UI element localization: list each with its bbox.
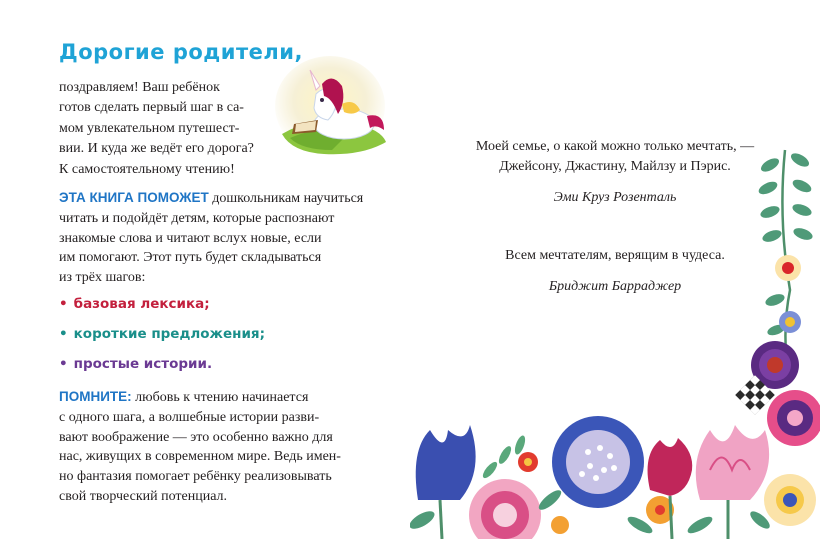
step-item: • простые истории. — [59, 356, 213, 372]
intro-line: готов сделать первый шаг в са- — [59, 100, 244, 116]
remember-line: любовь к чтению начинается — [135, 390, 309, 405]
intro-line: мом увлекательном путешест- — [59, 120, 240, 136]
intro-line: вии. И куда же ведёт его дорога? — [59, 141, 254, 157]
remember-paragraph — [59, 387, 359, 507]
dedication-line: Моей семье, о какой можно только мечтать, — — [475, 139, 755, 154]
remember-lead: ПОМНИТЕ: — [59, 389, 132, 404]
signature-1: Эми Круз Розенталь — [553, 190, 677, 205]
dedication-line: Джейсону, Джастину, Майлзу и Пэрис. — [499, 159, 731, 174]
signature-2: Бриджит Барраджер — [548, 279, 682, 294]
page-title: Дорогие родители, — [59, 40, 303, 64]
step-text: базовая лексика; — [73, 296, 210, 312]
remember-line: но фантазия помогает ребёнку реализовывать — [59, 469, 332, 485]
remember-line: нас, живущих в современном мире. Ведь имен- — [59, 449, 341, 465]
step-text: простые истории. — [73, 356, 213, 372]
remember-line: свой творческий потенциал. — [59, 488, 228, 504]
step-item: • короткие предложения; — [59, 326, 265, 342]
remember-line: вают воображение — это особенно важно для — [59, 429, 333, 445]
book-line: читать и подойдёт детям, которые распознают — [59, 210, 335, 226]
book-line: из трёх шагов: — [59, 270, 146, 286]
book-paragraph — [59, 188, 364, 288]
step-item: • базовая лексика; — [59, 296, 210, 312]
book-line: дошкольникам научиться — [212, 191, 364, 206]
book-lead: ЭТА КНИГА ПОМОЖЕТ — [59, 190, 209, 205]
step-text: короткие предложения; — [73, 326, 265, 342]
dedication-2: Всем мечтателям, верящим в чудеса. — [505, 248, 725, 263]
book-line: им помогают. Этот путь будет складываться — [59, 250, 322, 266]
unicorn-illustration — [272, 54, 392, 158]
book-line: знакомые слова и читают вслух новые, если — [59, 230, 322, 246]
intro-line: К самостоятельному чтению! — [59, 161, 235, 177]
remember-line: с одного шага, а волшебные истории разви- — [59, 409, 320, 425]
flower-border-illustration — [410, 0, 820, 539]
intro-paragraph — [59, 78, 259, 180]
intro-line: поздравляем! Ваш ребёнок — [59, 80, 220, 95]
